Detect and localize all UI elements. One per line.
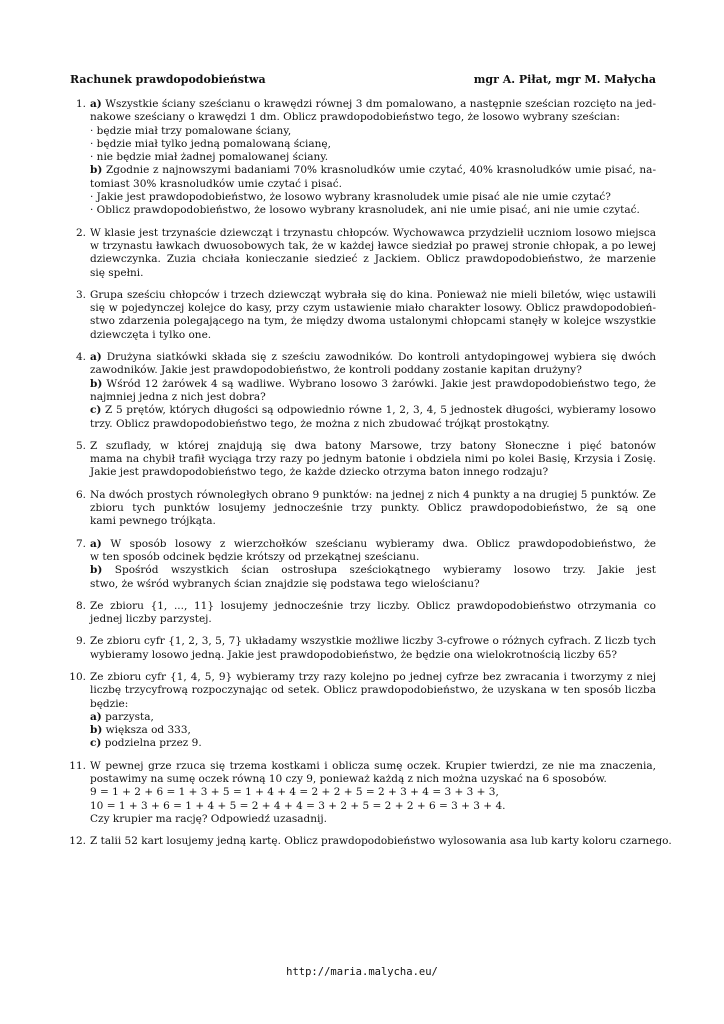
line-text: stwo, że wśród wybranych ścian znajdzie się podstawa tego wielościanu?	[90, 577, 480, 590]
line-text: Spośród wszystkich ścian ostrosłupa sześciokątnego wybieramy losowo trzy. Jakie jest	[114, 564, 656, 577]
problem-line	[90, 649, 656, 662]
line-text: w ten sposób odcinek będzie krótszy od przekątnej sześcianu.	[90, 550, 420, 563]
line-text: Grupa sześciu chłopców i trzech dziewcząt wybrała się do kina. Ponieważ nie mieli biletów, więc ustawili	[90, 288, 656, 301]
problem-line	[90, 773, 656, 786]
line-text: · nie będzie miał żadnej pomalowanej ściany.	[90, 151, 329, 164]
problem-line	[90, 551, 656, 564]
line-text: najmniej jedna z nich jest dobra?	[90, 390, 266, 403]
problem-line	[90, 125, 656, 138]
line-text: liczbę trzycyfrową rozpoczynając od setek. Oblicz prawdopodobieństwo, że uzyskana w ten sposób liczba	[90, 684, 656, 697]
problem-line	[90, 151, 656, 164]
problem-item	[70, 671, 656, 751]
problem-item	[70, 227, 656, 280]
line-text: mama na chybił trafił wyciąga trzy razy po jednym batonie i obdziela nimi po kolei Basię, Krzysia i Zosię.	[90, 453, 656, 466]
problem-line	[90, 578, 656, 591]
subpart-marker: b)	[90, 564, 103, 577]
line-text: zbioru tych punktów losujemy jednocześnie trzy punkty. Oblicz prawdopodobieństwo, że są one	[90, 502, 656, 515]
line-text: Czy krupier ma rację? Odpowiedź uzasadnij.	[90, 812, 327, 825]
problem-item	[70, 351, 656, 431]
problem-number: 1.	[75, 98, 86, 110]
problem-line	[90, 178, 656, 191]
problem-item	[70, 635, 656, 662]
line-text: się spełni.	[90, 266, 144, 279]
problem-line	[90, 600, 656, 613]
line-text: będzie:	[90, 697, 129, 710]
line-text: Z talii 52 kart losujemy jedną kartę. Oblicz prawdopodobieństwo wylosowania asa lub karty koloru czarnego.	[90, 835, 672, 848]
problem-line	[90, 329, 656, 342]
problem-item	[70, 289, 656, 342]
subpart-marker: c)	[90, 404, 102, 417]
line-text: 9 = 1 + 2 + 6 = 1 + 3 + 5 = 1 + 4 + 4 = 2 + 2 + 5 = 2 + 3 + 4 = 3 + 3 + 3,	[90, 786, 499, 799]
line-text: W klasie jest trzynaście dziewcząt i trzynastu chłopców. Wychowawca przydzielił uczniom losowo miejsca	[90, 226, 656, 239]
line-text: Ze zbioru {1, ..., 11} losujemy jednocześnie trzy liczby. Oblicz prawdopodobieństwo otrzymania co	[90, 599, 656, 612]
line-text: · będzie miał tylko jedną pomalowaną ścianę,	[90, 137, 331, 150]
subpart-marker: a)	[90, 710, 102, 723]
problem-line	[90, 351, 656, 364]
problem-line	[90, 111, 656, 124]
problem-number: 6.	[75, 488, 86, 501]
line-text: dziewczynka. Zuzia chciała konieczanie siedzieć z Jackiem. Oblicz prawdopodobieństwo, że marzenie	[90, 253, 656, 266]
line-text: tomiast 30% krasnoludków umie czytać i pisać.	[90, 177, 343, 190]
problem-line	[90, 515, 656, 528]
line-text: Z szuflady, w której znajdują się dwa batony Marsowe, trzy batony Słoneczne i pięć batonów	[90, 439, 656, 452]
problem-number: 2.	[75, 226, 86, 239]
problem-line	[90, 466, 656, 479]
problem-line	[90, 564, 656, 577]
problem-line	[90, 698, 656, 711]
problem-item	[69, 835, 672, 848]
problem-line	[90, 737, 656, 750]
line-text: · Oblicz prawdopodobieństwo, że losowo wybrany krasnoludek, ani nie umie pisać, ani nie umie czytać.	[90, 204, 640, 217]
problem-line	[90, 378, 656, 391]
line-text: podzielna przez 9.	[104, 737, 202, 750]
problem-item	[70, 440, 656, 480]
line-text: postawimy na sumę oczek równą 10 czy 9, ponieważ każdą z nich można uzyskać na 6 sposobów.	[90, 773, 607, 786]
problem-line	[90, 98, 656, 111]
problem-line	[90, 635, 656, 648]
problem-item	[70, 98, 656, 218]
line-text: Na dwóch prostych równoległych obrano 9 punktów: na jednej z nich 4 punkty a na drugiej 5 punktów. Ze	[90, 488, 656, 501]
line-text: Wśród 12 żarówek 4 są wadliwe. Wybrano losowo 3 żarówki. Jakie jest prawdopodobieństwo tego, że	[106, 377, 656, 390]
subpart-marker: c)	[90, 737, 102, 750]
problem-line	[90, 786, 656, 799]
line-text: trzy. Oblicz prawdopodobieństwo tego, że można z nich zbudować trójkąt prostokątny.	[90, 417, 550, 430]
subpart-marker: b)	[90, 724, 103, 737]
line-text: w trzynastu ławkach dwuosobowych tak, że w każdej ławce siedział po prawej stronie chłopak, a po lewej	[90, 239, 656, 252]
line-text: W sposób losowy z wierzchołków sześcianu wybieramy dwa. Oblicz prawdopodobieństwo, że	[110, 537, 656, 550]
problem-line	[90, 711, 656, 724]
line-text: Z 5 prętów, których długości są odpowiednio równe 1, 2, 3, 4, 5 jednostek długości, wybieramy losowo	[105, 404, 656, 417]
problem-line	[90, 364, 656, 377]
subpart-marker: b)	[90, 164, 103, 177]
line-text: Drużyna siatkówki składa się z sześciu zawodników. Do kontroli antydopingowej wybiera się dwóch	[106, 351, 656, 364]
line-text: Zgodnie z najnowszymi badaniami 70% krasnoludków umie czytać, 40% krasnoludków umie pisać, na-	[105, 164, 656, 177]
problem-item	[70, 760, 656, 826]
line-text: nakowe sześciany o krawędzi 1 dm. Oblicz prawdopodobieństwo tego, że losowo wybrany sześcian:	[90, 111, 620, 124]
problem-number: 3.	[75, 288, 86, 301]
problem-item	[70, 538, 656, 591]
problem-line	[90, 138, 656, 151]
problem-line	[90, 164, 656, 177]
problem-line	[90, 813, 656, 826]
line-text: jednej liczby parzystej.	[90, 613, 212, 626]
problem-number: 7.	[75, 537, 86, 550]
course-title: Rachunek prawdopodobieństwa	[70, 73, 266, 86]
problem-item	[70, 600, 656, 627]
problem-line	[90, 684, 656, 697]
problem-line	[90, 489, 656, 502]
problem-line	[90, 191, 656, 204]
problem-line	[90, 240, 656, 253]
line-text: się w pojedynczej kolejce do kasy, przy czym ustawienie miało charakter losowy. Oblicz prawdopodobień-	[90, 302, 656, 315]
line-text: Wszystkie ściany sześcianu o krawędzi równej 3 dm pomalowano, a następnie sześcian rozcięto na jed-	[105, 98, 656, 110]
line-text: 10 = 1 + 3 + 6 = 1 + 4 + 5 = 2 + 4 + 4 = 3 + 2 + 5 = 2 + 2 + 6 = 3 + 3 + 4.	[90, 799, 506, 812]
problem-line	[90, 267, 656, 280]
problem-number: 10.	[69, 670, 86, 683]
line-text: kami pewnego trójkąta.	[90, 515, 216, 528]
problem-line	[90, 289, 656, 302]
problem-line	[90, 418, 656, 431]
subpart-marker: a)	[90, 351, 102, 364]
problem-number: 8.	[75, 599, 86, 612]
problem-line	[90, 800, 656, 813]
problem-number: 11.	[69, 759, 86, 772]
problem-line	[90, 404, 656, 417]
line-text: · będzie miał trzy pomalowane ściany,	[90, 124, 292, 137]
line-text: · Jakie jest prawdopodobieństwo, że losowo wybrany krasnoludek umie pisać ale nie umie czytać?	[90, 191, 611, 204]
footer-url[interactable]: http://maria.malycha.eu/	[286, 966, 438, 978]
line-text: zawodników. Jakie jest prawdopodobieństwo, że kontroli poddany zostanie kapitan drużyny?	[90, 364, 582, 377]
problem-line	[90, 502, 656, 515]
problem-line	[90, 453, 656, 466]
problem-line	[90, 835, 672, 848]
problem-item	[70, 489, 656, 529]
subpart-marker: a)	[90, 98, 102, 110]
line-text: Ze zbioru cyfr {1, 4, 5, 9} wybieramy trzy razy kolejno po jednej cyfrze bez zwracania i tworzymy z niej	[90, 670, 656, 683]
line-text: dziewczęta i tylko one.	[90, 328, 212, 341]
line-text: stwo zdarzenia polegającego na tym, że między dwoma ustalonymi chłopcami stanęły w kolejce wszystkie	[90, 315, 656, 328]
problem-line	[90, 391, 656, 404]
subpart-marker: a)	[90, 537, 102, 550]
problem-line	[90, 538, 656, 551]
line-text: Jakie jest prawdopodobieństwo tego, że każde dziecko otrzyma baton innego rodzaju?	[90, 466, 549, 479]
line-text: większa od 333,	[105, 724, 191, 737]
problem-line	[90, 760, 656, 773]
problem-line	[90, 204, 656, 217]
problem-line	[90, 613, 656, 626]
authors: mgr A. Piłat, mgr M. Małycha	[473, 73, 656, 86]
subpart-marker: b)	[90, 377, 103, 390]
line-text: W pewnej grze rzuca się trzema kostkami i oblicza sumę oczek. Krupier twierdzi, ze nie ma znaczenia,	[90, 759, 656, 772]
problem-line	[90, 253, 656, 266]
problem-line	[90, 724, 656, 737]
line-text: wybieramy losowo jedną. Jakie jest prawdopodobieństwo, że będzie ona wielokrotnością liczby 65?	[90, 648, 618, 661]
problem-number: 5.	[75, 439, 86, 452]
problem-line	[90, 315, 656, 328]
problem-line	[90, 302, 656, 315]
problem-line	[90, 440, 656, 453]
line-text: Ze zbioru cyfr {1, 2, 3, 5, 7} układamy wszystkie możliwe liczby 3-cyfrowe o różnych cyfrach. Z liczb tych	[90, 635, 656, 648]
line-text: parzysta,	[105, 710, 154, 723]
problem-line	[90, 227, 656, 240]
problem-list	[69, 98, 672, 858]
problem-number: 12.	[69, 835, 86, 848]
problem-number: 9.	[75, 635, 86, 648]
problem-line	[90, 671, 656, 684]
problem-number: 4.	[75, 351, 86, 364]
